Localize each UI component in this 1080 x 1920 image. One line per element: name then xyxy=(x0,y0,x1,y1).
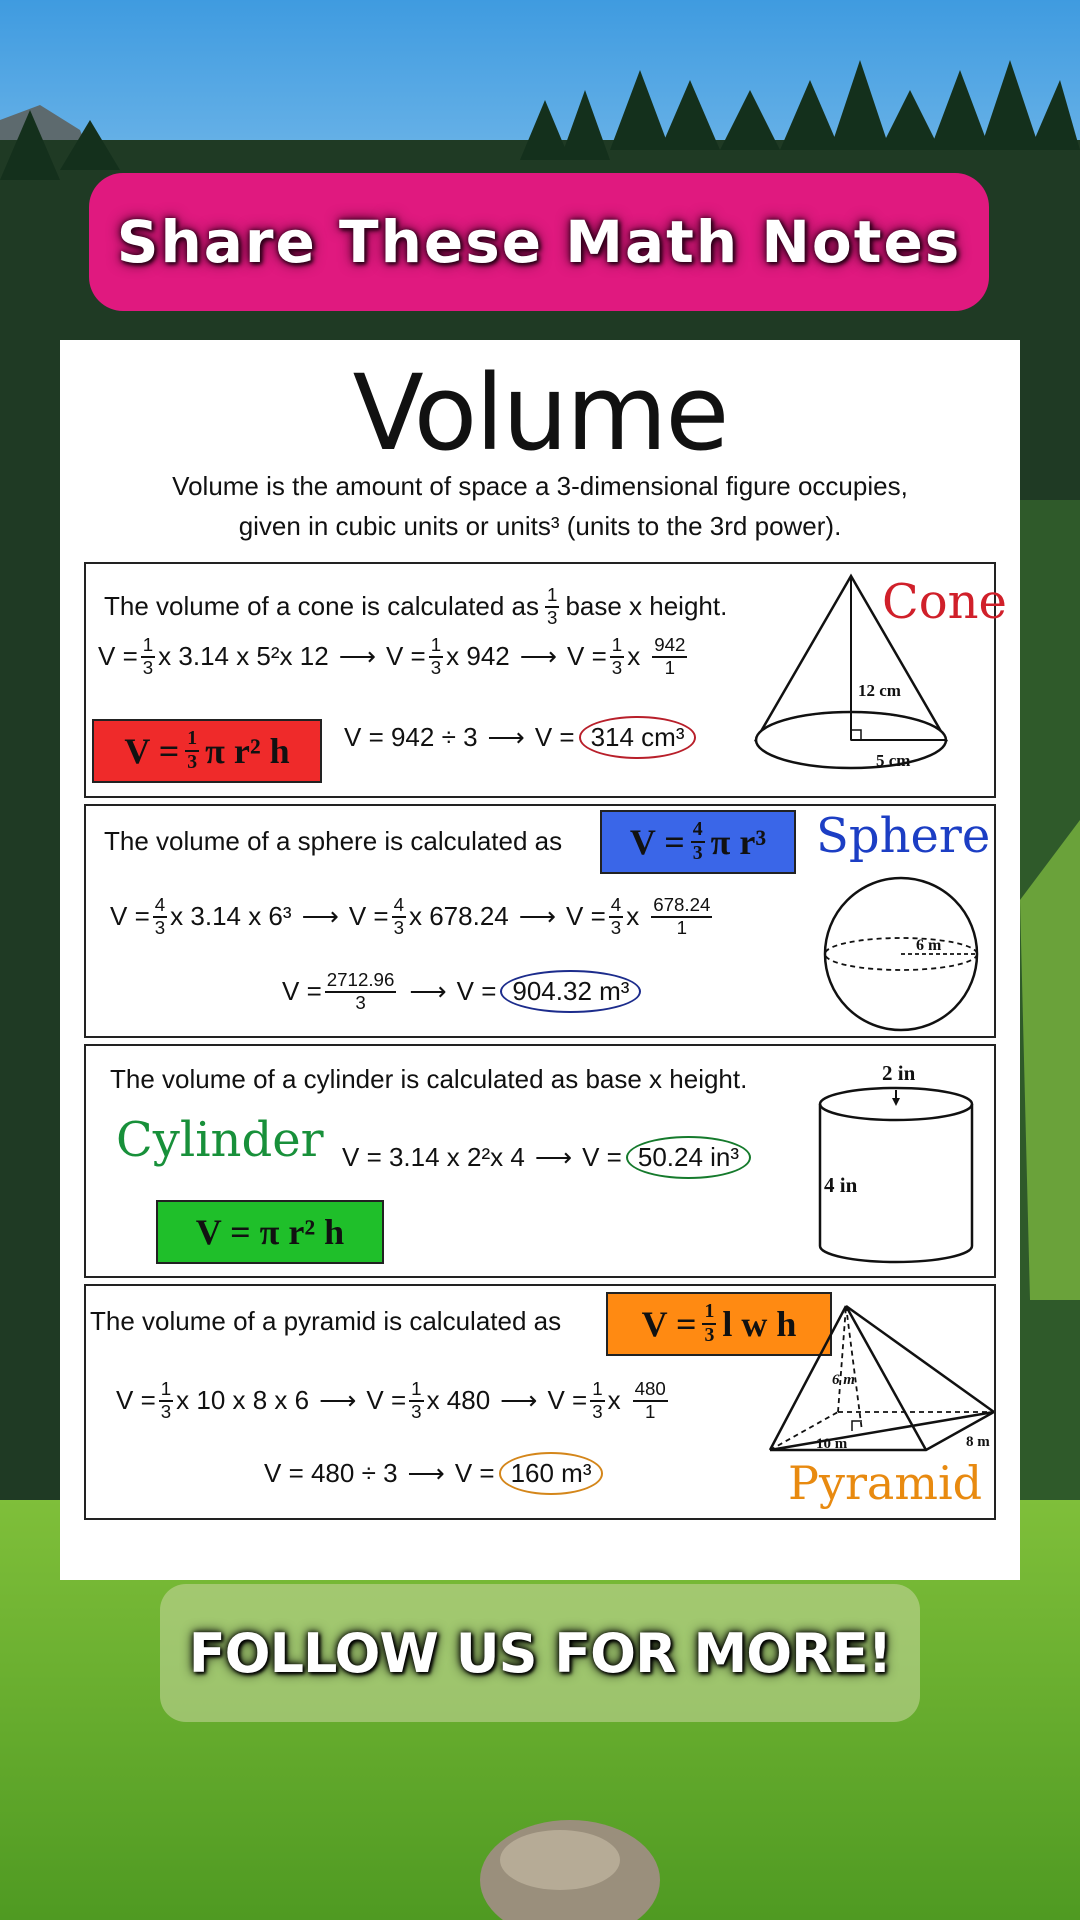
cylinder-result: 50.24 in³ xyxy=(626,1136,751,1179)
cylinder-radius-label: 2 in xyxy=(882,1061,916,1085)
volume-notes-card xyxy=(60,340,1020,1580)
sphere-equation-1: V = $\frac{4}{3}$ x 3.14 x 6³ ⟶ V = $\frac{4}{3}$ x 678.24 ⟶ V = $\frac{4}{3}$ x $\frac{678.24}{1}$ xyxy=(110,894,711,938)
pyramid-height-label: 6 m xyxy=(832,1372,855,1388)
follow-text: FOLLOW US FOR MORE! xyxy=(188,1621,892,1685)
cylinder-description: The volume of a cylinder is calculated as base x height. xyxy=(110,1064,748,1094)
pyramid-formula: V = $\frac{1}{3}$ l w h xyxy=(606,1292,832,1356)
sphere-section xyxy=(84,804,996,1038)
sphere-equation-2: V = $\frac{2712.96}{3}$ ⟶ V = 904.32 m³ xyxy=(282,970,641,1013)
cylinder-section xyxy=(84,1044,996,1278)
page-title: Volume xyxy=(352,352,728,474)
cone-equation-1: V = $\frac{1}{3}$ x 3.14 x 5²x 12 ⟶ V = $\frac{1}{3}$ x 942 ⟶ V = $\frac{1}{3}$ x $\frac{942}{1}$ xyxy=(98,634,686,678)
pyramid-equation-2: V = 480 ÷ 3 ⟶ V = 160 m³ xyxy=(264,1452,603,1495)
share-banner xyxy=(89,173,989,311)
sphere-name: Sphere xyxy=(816,808,991,864)
pyramid-length-label: 10 m xyxy=(816,1436,848,1452)
sphere-description: The volume of a sphere is calculated as xyxy=(104,826,563,856)
sphere-radius-label: 6 m xyxy=(916,937,942,954)
cylinder-name: Cylinder xyxy=(116,1112,324,1168)
follow-button[interactable] xyxy=(160,1584,920,1722)
cylinder-equation: V = 3.14 x 2²x 4 ⟶ V = 50.24 in³ xyxy=(342,1136,751,1179)
cylinder-formula: V = π r² h xyxy=(156,1200,384,1264)
cylinder-diagram xyxy=(816,1050,976,1270)
cone-result: 314 cm³ xyxy=(579,716,697,759)
pyramid-section xyxy=(84,1284,996,1520)
cone-desc-pre: The volume of a cone is calculated as xyxy=(104,591,540,622)
cone-description xyxy=(104,586,727,627)
pyramid-diagram xyxy=(766,1300,994,1470)
pyramid-result: 160 m³ xyxy=(499,1452,604,1495)
subtitle-line-1: Volume is the amount of space a 3-dimensional figure occupies, xyxy=(172,471,908,501)
cone-equation-2: V = 942 ÷ 3 ⟶ V = 314 cm³ xyxy=(344,716,696,759)
pyramid-equation-1: V = $\frac{1}{3}$ x 10 x 8 x 6 ⟶ V = $\frac{1}{3}$ x 480 ⟶ V = $\frac{1}{3}$ x $\frac{480}{1}$ xyxy=(116,1378,666,1422)
cone-section xyxy=(84,562,1007,798)
cone-desc-post: base x height. xyxy=(565,591,728,622)
subtitle xyxy=(100,466,980,546)
banner-text: Share These Math Notes xyxy=(116,208,962,276)
subtitle-line-2: given in cubic units or units³ (units to the 3rd power). xyxy=(238,511,842,541)
cone-desc-fraction: $\frac{1}{3}$ xyxy=(547,584,558,628)
cone-name: Cone xyxy=(882,574,1007,630)
cylinder-height-label: 4 in xyxy=(824,1173,858,1197)
sphere-result: 904.32 m³ xyxy=(500,970,641,1013)
sphere-diagram xyxy=(816,874,986,1034)
sphere-formula: V = $\frac{4}{3}$ π r³ xyxy=(600,810,796,874)
pyramid-description: The volume of a pyramid is calculated as xyxy=(90,1306,562,1336)
cone-height-label: 12 cm xyxy=(858,681,901,700)
cone-formula: V = $\frac{1}{3}$ π r² h xyxy=(92,719,322,783)
pyramid-name: Pyramid xyxy=(788,1456,983,1510)
pyramid-width-label: 8 m xyxy=(966,1434,990,1450)
cone-radius-label: 5 cm xyxy=(876,751,911,770)
